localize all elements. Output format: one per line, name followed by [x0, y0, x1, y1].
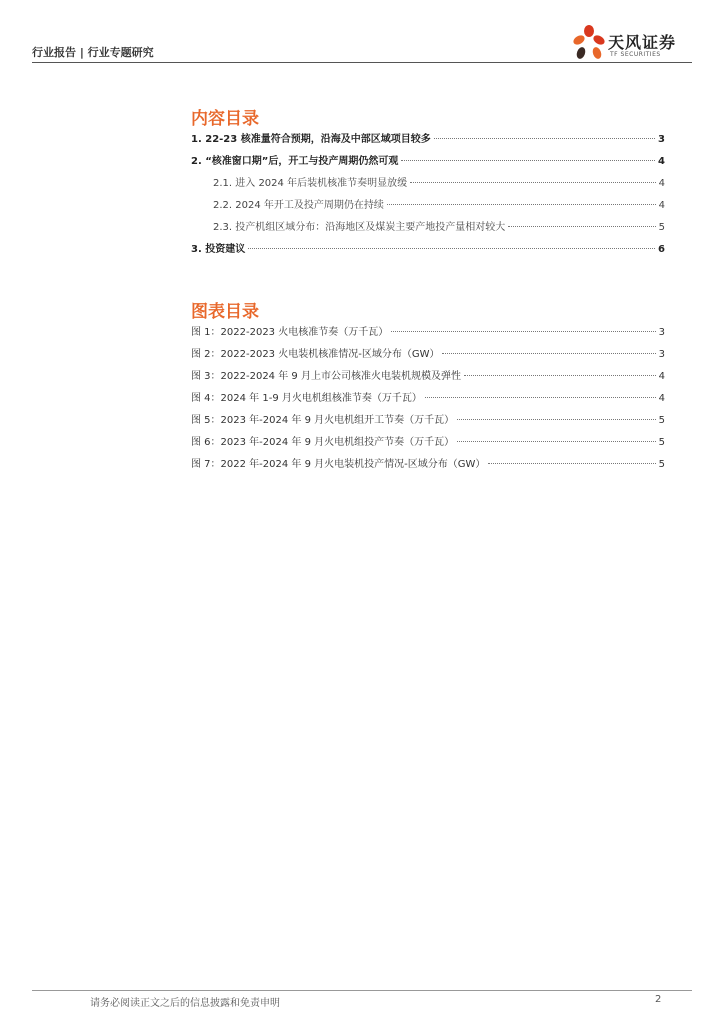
- header-divider: [32, 62, 692, 63]
- toc-item-page: 5: [658, 222, 665, 233]
- footer-disclaimer: 请务必阅读正文之后的信息披露和免责申明: [90, 998, 280, 1009]
- toc-item-text: 2.1. 进入 2024 年后装机核准节奏明显放缓: [213, 178, 408, 189]
- toc-item[interactable]: [213, 177, 665, 191]
- page-number: 2: [655, 994, 662, 1005]
- toc-item-text: 3. 投资建议: [191, 244, 246, 255]
- toc-item-text: 1. 22-23 核准量符合预期，沿海及中部区域项目较多: [191, 134, 431, 145]
- toc-item-text: 2.3. 投产机组区域分布：沿海地区及煤炭主要产地投产量相对较大: [213, 222, 506, 233]
- figure-item[interactable]: [191, 414, 665, 428]
- leader-dots: [410, 182, 656, 183]
- toc-item-page: 3: [658, 134, 665, 145]
- leader-dots: [457, 441, 656, 442]
- toc-item[interactable]: [213, 221, 665, 235]
- figure-item[interactable]: [191, 348, 665, 362]
- figure-item-text: 图 6：2023 年-2024 年 9 月火电机组投产节奏（万千瓦）: [191, 437, 455, 448]
- figure-item-page: 4: [658, 371, 665, 382]
- figure-item-text: 图 1：2022-2023 火电核准节奏（万千瓦）: [191, 327, 389, 338]
- leader-dots: [434, 138, 655, 139]
- figure-item-text: 图 4：2024 年 1-9 月火电机组核准节奏（万千瓦）: [191, 393, 422, 404]
- leader-dots: [457, 419, 656, 420]
- toc-item[interactable]: [191, 243, 665, 257]
- toc-item-page: 6: [658, 244, 665, 255]
- figure-item-text: 图 3：2022-2024 年 9 月上市公司核准火电装机规模及弹性: [191, 371, 461, 382]
- leader-dots: [387, 204, 656, 205]
- logo-text-en: TF SECURITIES: [610, 51, 661, 58]
- leader-dots: [488, 463, 655, 464]
- footer-divider: [32, 990, 692, 991]
- figure-item-text: 图 2：2022-2023 火电装机核准情况-区域分布（GW）: [191, 349, 440, 360]
- figure-item-page: 5: [658, 459, 665, 470]
- figure-item[interactable]: [191, 392, 665, 406]
- figure-item-page: 5: [658, 437, 665, 448]
- toc-item[interactable]: [191, 133, 665, 147]
- toc-title: 内容目录: [191, 109, 259, 129]
- toc-item-text: 2. “核准窗口期”后，开工与投产周期仍然可观: [191, 156, 399, 167]
- figure-item[interactable]: [191, 370, 665, 384]
- toc-item-page: 4: [658, 156, 665, 167]
- logo-text-cn: 天风证券: [608, 33, 677, 52]
- leader-dots: [464, 375, 656, 376]
- figures-title: 图表目录: [191, 302, 259, 322]
- figure-item[interactable]: [191, 458, 665, 472]
- figure-item[interactable]: [191, 436, 665, 450]
- leader-dots: [401, 160, 655, 161]
- toc-item[interactable]: [191, 155, 665, 169]
- logo-flower-icon: [572, 24, 606, 62]
- toc-item-page: 4: [658, 178, 665, 189]
- toc-item-text: 2.2. 2024 年开工及投产周期仍在持续: [213, 200, 384, 211]
- figure-item-text: 图 5：2023 年-2024 年 9 月火电机组开工节奏（万千瓦）: [191, 415, 455, 426]
- company-logo: [572, 24, 692, 62]
- figure-item[interactable]: [191, 326, 665, 340]
- figure-item-page: 3: [658, 327, 665, 338]
- figure-item-page: 4: [658, 393, 665, 404]
- leader-dots: [508, 226, 655, 227]
- toc-item[interactable]: [213, 199, 665, 213]
- leader-dots: [248, 248, 655, 249]
- leader-dots: [391, 331, 655, 332]
- figure-item-text: 图 7：2022 年-2024 年 9 月火电装机投产情况-区域分布（GW）: [191, 459, 486, 470]
- leader-dots: [442, 353, 655, 354]
- toc-item-page: 4: [658, 200, 665, 211]
- figure-item-page: 3: [658, 349, 665, 360]
- report-category: 行业报告 | 行业专题研究: [32, 46, 154, 59]
- leader-dots: [425, 397, 656, 398]
- figure-item-page: 5: [658, 415, 665, 426]
